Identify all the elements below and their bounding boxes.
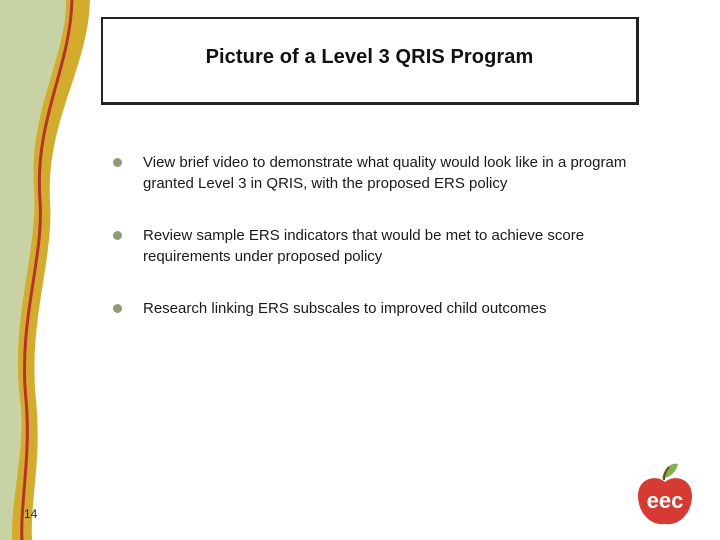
bullet-dot-icon <box>113 304 122 313</box>
decorative-side-band <box>0 0 110 540</box>
apple-logo-icon <box>634 460 696 528</box>
bullet-text: Review sample ERS indicators that would be met to achieve score requirements under proposed policy <box>143 227 585 265</box>
eec-logo <box>634 460 696 528</box>
bullet-list <box>112 152 632 319</box>
bullet-item <box>112 152 632 194</box>
bullet-dot-icon <box>113 231 122 240</box>
slide-number: 14 <box>24 507 38 521</box>
bullet-text: Research linking ERS subscales to improved child outcomes <box>143 300 547 317</box>
bullet-item <box>112 298 632 319</box>
bullet-item <box>112 225 632 267</box>
bullet-text: View brief video to demonstrate what quality would look like in a program granted Level 3 in QRIS, with the proposed ERS policy <box>143 154 627 192</box>
logo-text: eec <box>646 488 684 513</box>
bullet-dot-icon <box>113 158 122 167</box>
title-box <box>101 17 639 105</box>
slide-title: Picture of a Level 3 QRIS Program <box>205 46 534 68</box>
